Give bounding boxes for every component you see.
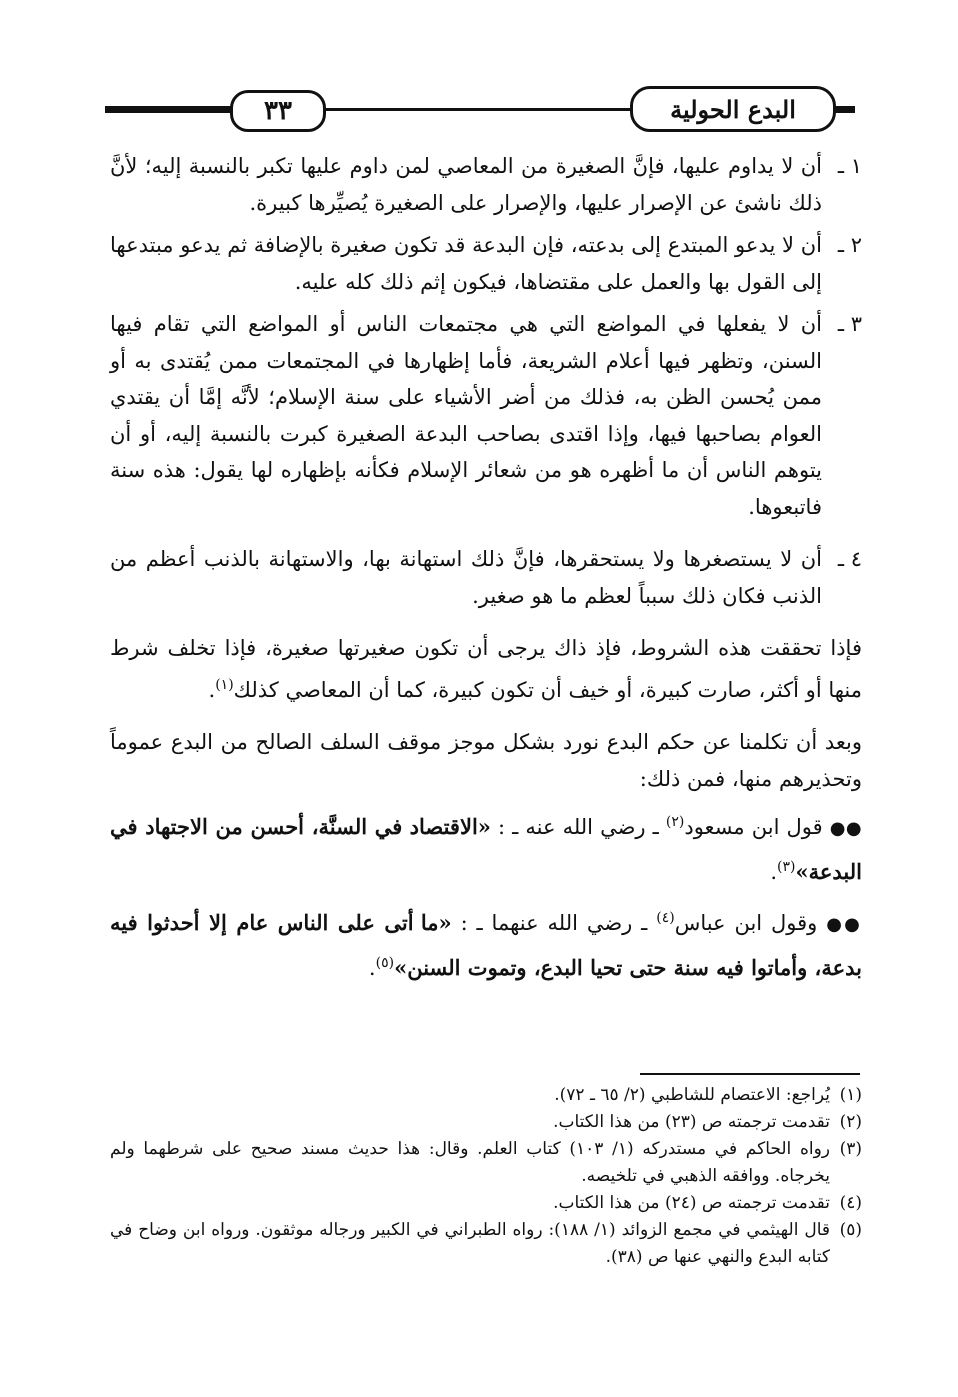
condition-item (110, 148, 862, 221)
book-title: البدع الحولية (630, 86, 836, 132)
footnote-separator (640, 1073, 860, 1075)
footnote-ref: (٤) (656, 910, 675, 926)
footnotes (110, 1082, 862, 1271)
bullet-icon: ●● (829, 818, 862, 839)
intro-paragraph: وبعد أن تكلمنا عن حكم البدع نورد بشكل موجز موقف السلف الصالح من البدع عموماً وتحذيرهم منها، فمن ذلك: (110, 730, 862, 791)
quote-text: «ما أتى على الناس عام إلا أحدثوا فيه بدعة، وأماتوا فيه سنة حتى تحيا البدع، وتموت السنن» (110, 910, 862, 980)
footnote-ref: (١) (215, 676, 234, 693)
bullet-icon: ●● (826, 914, 863, 935)
item-number: ٤ ـ (837, 547, 862, 571)
item-number: ٣ ـ (837, 312, 862, 336)
quote-ibn-masud: ●● قول ابن مسعود$^{(٢)}$ ـ رضي الله عنه ـ : «الاقتصاد في السنَّة، أحسن من الاجتهاد في البدعة»$^{(٣)}$. (110, 814, 862, 884)
item-text: أن لا يفعلها في المواضع التي هي مجتمعات الناس أو المواضع التي تقام فيها السنن، وتظهر فيها أعلام الشريعة، فأما إظهارها في المجتمعات ممن يُقتدى به أو ممن يُحسن الظن به، فذلك من أضر الأشياء على سنة الإسلام؛ لأنَّه إمَّا أن يقتدي العوام بصاحبها فيها، وإذا اقتدى بصاحب البدعة الصغيرة كبرت بالنسبة إليه، أو أن يتوهم الناس أن ما أظهره هو من شعائر الإسلام فكأنه بإظهاره لها يقول: هذه سنة فاتبعوها. (110, 312, 822, 519)
footnote: (٢) تقدمت ترجمته ص (٢٣) من هذا الكتاب. (553, 1112, 862, 1132)
item-text: أن لا يدعو المبتدع إلى بدعته، فإن البدعة قد تكون صغيرة بالإضافة ثم يدعو مبتدعها إلى القول بها والعمل على مقتضاها، فيكون إثم ذلك كله عليه. (110, 233, 822, 294)
condition-item (110, 306, 862, 525)
page-header (95, 86, 855, 130)
condition-item (110, 227, 862, 300)
footnote: (٣) رواه الحاكم في مستدركه (١/ ١٠٣) كتاب العلم. وقال: هذا حديث مسند صحيح على شرطهما ولم يخرجاه. ووافقه الذهبي في تلخيصه. (110, 1139, 862, 1186)
footnote: (١) يُراجع: الاعتصام للشاطبي (٢/ ٦٥ ـ ٧٢). (554, 1085, 862, 1105)
item-text: أن لا يداوم عليها، فإنَّ الصغيرة من المعاصي لمن داوم عليها تكبر بالنسبة إليه؛ لأنَّ ذلك ناشئ عن الإصرار عليها، والإصرار على الصغيرة يُصيِّرها كبيرة. (110, 154, 822, 215)
footnote-ref: (٢) (665, 814, 685, 830)
item-number: ١ ـ (837, 154, 862, 178)
quote-ibn-abbas: ●● وقول ابن عباس$^{(٤)}$ ـ رضي الله عنهما ـ : «ما أتى على الناس عام إلا أحدثوا فيه بدعة، وأماتوا فيه سنة حتى تحيا البدع، وتموت السنن»$^{(٥)}$. (110, 910, 863, 980)
quote-text: «الاقتصاد في السنَّة، أحسن من الاجتهاد في البدعة» (110, 814, 862, 884)
footnote-ref: (٥) (375, 955, 395, 971)
header-rule-right (835, 106, 855, 113)
condition-item (110, 541, 862, 614)
item-text: أن لا يستصغرها ولا يستحقرها، فإنَّ ذلك استهانة بها، والاستهانة بالذنب أعظم من الذنب فكان ذلك سبباً لعظم ما هو صغير. (110, 547, 822, 608)
footnote: (٤) تقدمت ترجمته ص (٢٤) من هذا الكتاب. (553, 1193, 862, 1213)
page-number: ٣٣ (230, 90, 326, 132)
conclusion-paragraph: فإذا تحققت هذه الشروط، فإذ ذاك يرجى أن تكون صغيرتها صغيرة، فإذا تخلف شرط منها أو أكثر، صارت كبيرة، أو خيف أن تكون كبيرة، كما أن المعاصي كذلك$^{(١)}$. (110, 636, 862, 702)
header-rule-left (105, 106, 235, 113)
footnote: (٥) قال الهيثمي في مجمع الزوائد (١/ ١٨٨): رواه الطبراني في الكبير ورجاله موثقون. ورواه ابن وضاح في كتابه البدع والنهي عنها ص (٣٨). (110, 1220, 862, 1267)
main-text (110, 148, 862, 987)
item-number: ٢ ـ (837, 233, 862, 257)
footnote-ref: (٣) (777, 859, 796, 875)
